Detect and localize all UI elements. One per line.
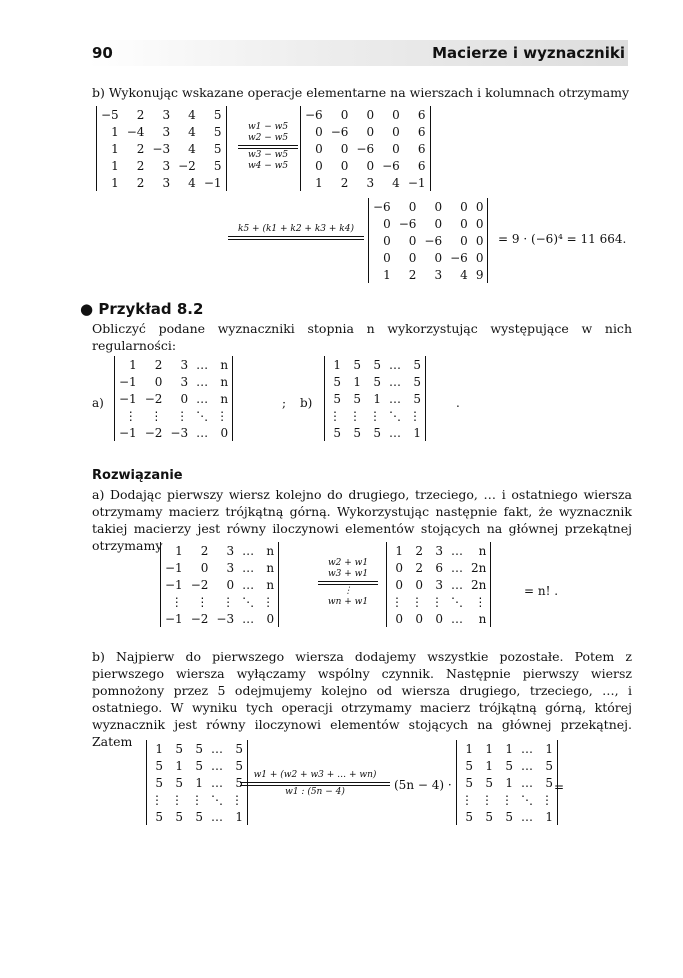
matrix-cell: 0 bbox=[395, 560, 403, 575]
matrix-cell: 0 bbox=[408, 199, 417, 214]
matrix-cell: 5 bbox=[235, 741, 243, 756]
matrix-row bbox=[97, 174, 226, 191]
matrix-cell: 0 bbox=[340, 107, 349, 122]
matrix-cell: 0 bbox=[392, 141, 400, 156]
matrix-cell: n bbox=[266, 577, 275, 592]
matrix-cell: 0 bbox=[392, 124, 400, 139]
matrix-cell: 1 bbox=[111, 124, 119, 139]
matrix-cell: 5 bbox=[465, 775, 473, 790]
matrix-row bbox=[369, 266, 487, 283]
matrix-cell: 3 bbox=[180, 357, 189, 372]
matrix-cell: 5 bbox=[333, 425, 341, 440]
matrix-cell: ⋱ bbox=[242, 594, 255, 609]
matrix-cell: 3 bbox=[180, 374, 189, 389]
matrix-cell: 5 bbox=[195, 809, 203, 824]
matrix-cell: 9 bbox=[475, 267, 484, 282]
matrix-row bbox=[301, 140, 430, 157]
matrix-cell: … bbox=[389, 374, 401, 389]
matrix-cell: 5 bbox=[213, 158, 222, 173]
matrix-cell: … bbox=[196, 391, 209, 406]
matrix-row bbox=[325, 373, 425, 390]
matrix-cell: 6 bbox=[417, 141, 426, 156]
matrix-cell: 0 bbox=[415, 611, 423, 626]
solution-b-text: b) Najpierw do pierwszego wiersza dodajemy wszystkie pozostałe. Potem z pierwszego wiersza wyłączamy wspólny czynnik. Następnie pierwszy wiersz pomnożony przez 5 odejmujemy kolejno od wiersza drugiego, trzeciego, …, i ostatniego. W wyniku tych operacji otrzymamy macierz trójkątną górną, której wyznacznik jest równy iloczynowi elementów stojących na głównej przekątnej. Zatem bbox=[92, 649, 632, 749]
matrix-row bbox=[97, 157, 226, 174]
matrix-cell: 5 bbox=[413, 391, 421, 406]
matrix-cell: 5 bbox=[413, 374, 421, 389]
matrix-row bbox=[147, 774, 247, 791]
matrix-cell: 6 bbox=[435, 560, 443, 575]
matrix-cell: 2 bbox=[340, 175, 349, 190]
matrix-cell: … bbox=[521, 741, 533, 756]
matrix-cell: 1 bbox=[315, 175, 323, 190]
operation-columns: k5 + (k1 + k2 + k3 + k4) bbox=[228, 224, 364, 241]
solution-heading: Rozwiązanie bbox=[92, 468, 183, 483]
matrix-cell: 5 bbox=[175, 775, 183, 790]
matrix-cell: 5 bbox=[505, 809, 513, 824]
matrix-cell: 5 bbox=[485, 809, 493, 824]
matrix-cell: … bbox=[196, 374, 209, 389]
matrix-cell: 0 bbox=[408, 250, 417, 265]
matrix-cell: 1 bbox=[465, 741, 473, 756]
matrix-cell: 0 bbox=[395, 611, 403, 626]
matrix-cell: 0 bbox=[315, 124, 323, 139]
matrix-cell: … bbox=[389, 357, 401, 372]
matrix-cell: n bbox=[478, 543, 487, 558]
matrix-cell: 5 bbox=[175, 809, 183, 824]
matrix-cell: 4 bbox=[188, 141, 196, 156]
matrix-cell: −6 bbox=[424, 233, 443, 248]
matrix-cell: 5 bbox=[465, 809, 473, 824]
matrix-cell: 4 bbox=[392, 175, 400, 190]
matrix-cell: ⋮ bbox=[222, 594, 235, 609]
matrix-cell: … bbox=[211, 809, 223, 824]
matrix-cell: ⋮ bbox=[431, 594, 443, 609]
matrix-cell: 1 bbox=[353, 374, 361, 389]
matrix-cell: … bbox=[521, 775, 533, 790]
matrix-cell: 0 bbox=[220, 425, 229, 440]
matrix-cell: 3 bbox=[162, 175, 171, 190]
matrix-cell: 1 bbox=[175, 543, 183, 558]
matrix-row bbox=[147, 808, 247, 825]
matrix-cell: ⋮ bbox=[176, 408, 189, 423]
matrix-cell: 0 bbox=[383, 233, 391, 248]
matrix-cell: 0 bbox=[408, 233, 417, 248]
matrix-cell: ⋮ bbox=[231, 792, 243, 807]
matrix-cell: −6 bbox=[305, 107, 323, 122]
matrix-cell: n bbox=[266, 543, 275, 558]
matrix-cell: 0 bbox=[383, 216, 391, 231]
matrix-cell: 0 bbox=[392, 107, 400, 122]
matrix-row bbox=[387, 576, 490, 593]
matrix-cell: … bbox=[196, 425, 209, 440]
matrix-cell: 0 bbox=[366, 158, 375, 173]
matrix-cell: 3 bbox=[435, 577, 443, 592]
matrix-cell: −2 bbox=[190, 611, 209, 626]
matrix-m3 bbox=[368, 198, 488, 283]
matrix-cell: 5 bbox=[333, 374, 341, 389]
matrix-cell: 1 bbox=[235, 809, 243, 824]
matrix-cell: 5 bbox=[465, 758, 473, 773]
matrix-cell: 4 bbox=[188, 107, 196, 122]
matrix-row bbox=[387, 542, 490, 559]
matrix-cell: 3 bbox=[435, 543, 443, 558]
matrix-cell: ⋮ bbox=[481, 792, 493, 807]
matrix-cell: ⋮ bbox=[151, 792, 163, 807]
matrix-b bbox=[324, 356, 426, 441]
matrix-row bbox=[457, 791, 557, 808]
matrix-cell: 3 bbox=[434, 267, 443, 282]
matrix-cell: … bbox=[196, 357, 209, 372]
matrix-cell: 5 bbox=[333, 391, 341, 406]
matrix-cell: … bbox=[211, 758, 223, 773]
matrix-cell: 0 bbox=[340, 158, 349, 173]
matrix-cell: ⋮ bbox=[196, 594, 209, 609]
matrix-cell: −6 bbox=[382, 158, 400, 173]
matrix-cell: ⋱ bbox=[521, 792, 533, 807]
matrix-cell: 5 bbox=[413, 357, 421, 372]
matrix-cell: 2n bbox=[471, 560, 487, 575]
matrix-cell: ⋮ bbox=[329, 408, 341, 423]
matrix-cell: ⋱ bbox=[211, 792, 223, 807]
matrix-cell: 0 bbox=[434, 216, 443, 231]
matrix-row bbox=[369, 249, 487, 266]
part-b-intro: b) Wykonując wskazane operacje elementarne na wierszach i kolumnach otrzymamy bbox=[92, 85, 630, 100]
result-a: = n! . bbox=[524, 584, 559, 598]
matrix-cell: ⋱ bbox=[196, 408, 209, 423]
matrix-cell: ⋮ bbox=[411, 594, 423, 609]
matrix-cell: 3 bbox=[366, 175, 375, 190]
result-1: = 9 · (−6)⁴ = 11 664. bbox=[498, 232, 627, 246]
label-a: a) bbox=[92, 396, 104, 410]
matrix-cell: 0 bbox=[383, 250, 391, 265]
matrix-cell: ⋱ bbox=[451, 594, 463, 609]
matrix-row bbox=[325, 356, 425, 373]
matrix-cell: 1 bbox=[111, 141, 119, 156]
matrix-cell: 2 bbox=[200, 543, 209, 558]
matrix-row bbox=[161, 559, 278, 576]
matrix-cell: 5 bbox=[213, 141, 222, 156]
matrix-cell: 6 bbox=[417, 124, 426, 139]
matrix-row bbox=[161, 576, 278, 593]
operation-rows-1: w1 − w5 w2 − w5 w3 − w5 w4 − w5 bbox=[238, 122, 298, 172]
matrix-cell: 5 bbox=[353, 391, 361, 406]
matrix-cell: … bbox=[211, 741, 223, 756]
matrix-cell: 1 bbox=[333, 357, 341, 372]
matrix-row bbox=[115, 390, 232, 407]
matrix-cell: n bbox=[266, 560, 275, 575]
matrix-cell: 0 bbox=[395, 577, 403, 592]
matrix-cell: 5 bbox=[373, 374, 381, 389]
matrix-cell: 4 bbox=[188, 124, 196, 139]
matrix-cell: 0 bbox=[460, 233, 468, 248]
matrix-cell: −5 bbox=[101, 107, 119, 122]
label-b: b) bbox=[300, 396, 313, 410]
matrix-cell: … bbox=[389, 391, 401, 406]
matrix-cell: 1 bbox=[545, 809, 553, 824]
matrix-cell: 3 bbox=[226, 560, 235, 575]
matrix-row bbox=[457, 757, 557, 774]
matrix-row bbox=[115, 424, 232, 441]
matrix-cell: 2 bbox=[154, 357, 163, 372]
matrix-row bbox=[97, 106, 226, 123]
matrix-cell: ⋮ bbox=[216, 408, 229, 423]
matrix-row bbox=[161, 610, 278, 627]
matrix-row bbox=[369, 198, 487, 215]
factor: (5n − 4) · bbox=[394, 778, 452, 792]
matrix-cell: 5 bbox=[373, 357, 381, 372]
matrix-cell: 0 bbox=[340, 141, 349, 156]
matrix-cell: ⋮ bbox=[541, 792, 553, 807]
matrix-cell: 0 bbox=[200, 560, 209, 575]
matrix-cell: … bbox=[242, 577, 255, 592]
matrix-cell: −6 bbox=[450, 250, 468, 265]
matrix-cell: 1 bbox=[383, 267, 391, 282]
matrix-row bbox=[325, 407, 425, 424]
matrix-m1 bbox=[96, 106, 227, 191]
matrix-cell: 2 bbox=[136, 141, 145, 156]
matrix-cell: 5 bbox=[485, 775, 493, 790]
matrix-cell: 1 bbox=[175, 758, 183, 773]
matrix-cell: 5 bbox=[195, 758, 203, 773]
matrix-cell: n bbox=[220, 374, 229, 389]
matrix-cell: 0 bbox=[434, 250, 443, 265]
matrix-cell: ⋮ bbox=[409, 408, 421, 423]
matrix-cell: 1 bbox=[485, 758, 493, 773]
matrix-cell: … bbox=[242, 611, 255, 626]
matrix-cell: −6 bbox=[398, 216, 417, 231]
matrix-cell: ⋮ bbox=[171, 792, 183, 807]
matrix-cell: 0 bbox=[415, 577, 423, 592]
matrix-cell: 1 bbox=[545, 741, 553, 756]
matrix-row bbox=[325, 424, 425, 441]
matrix-cell: … bbox=[451, 611, 463, 626]
matrix-m2 bbox=[300, 106, 431, 191]
matrix-cell: … bbox=[521, 809, 533, 824]
matrix-cell: 5 bbox=[195, 741, 203, 756]
matrix-cell: 0 bbox=[315, 158, 323, 173]
matrix-row bbox=[147, 757, 247, 774]
matrix-cell: 4 bbox=[460, 267, 468, 282]
matrix-row bbox=[301, 106, 430, 123]
matrix-row bbox=[161, 593, 278, 610]
matrix-cell: … bbox=[389, 425, 401, 440]
matrix-cell: ⋱ bbox=[389, 408, 401, 423]
matrix-cell: −6 bbox=[356, 141, 375, 156]
matrix-cell: 5 bbox=[545, 775, 553, 790]
matrix-row bbox=[457, 808, 557, 825]
matrix-cell: 0 bbox=[434, 199, 443, 214]
matrix-cell: … bbox=[242, 560, 255, 575]
matrix-cell: … bbox=[451, 577, 463, 592]
matrix-cell: −3 bbox=[216, 611, 235, 626]
matrix-triangular bbox=[386, 542, 491, 627]
matrix-cell: 5 bbox=[235, 758, 243, 773]
matrix-cell: 5 bbox=[505, 758, 513, 773]
matrix-cell: 2 bbox=[415, 543, 423, 558]
matrix-row bbox=[387, 610, 490, 627]
matrix-cell: 5 bbox=[213, 107, 222, 122]
matrix-row bbox=[387, 559, 490, 576]
matrix-cell: 4 bbox=[188, 175, 196, 190]
matrix-row bbox=[369, 232, 487, 249]
matrix-cell: ⋮ bbox=[191, 792, 203, 807]
semicolon: ; bbox=[282, 396, 287, 410]
matrix-b-copy bbox=[146, 740, 248, 825]
matrix-cell: 0 bbox=[475, 250, 484, 265]
matrix-cell: 1 bbox=[395, 543, 403, 558]
matrix-cell: 0 bbox=[460, 216, 468, 231]
matrix-cell: … bbox=[451, 560, 463, 575]
matrix-cell: 2 bbox=[136, 107, 145, 122]
matrix-cell: 1 bbox=[505, 775, 513, 790]
matrix-cell: 5 bbox=[155, 758, 163, 773]
matrix-cell: −4 bbox=[126, 124, 145, 139]
matrix-cell: −2 bbox=[178, 158, 196, 173]
matrix-cell: 2 bbox=[136, 158, 145, 173]
page-number: 90 bbox=[92, 44, 113, 62]
matrix-row bbox=[325, 390, 425, 407]
matrix-cell: ⋮ bbox=[124, 408, 137, 423]
matrix-cell: −2 bbox=[190, 577, 209, 592]
matrix-row bbox=[369, 215, 487, 232]
matrix-cell: −1 bbox=[119, 425, 137, 440]
solution-a-text: a) Dodając pierwszy wiersz kolejno do drugiego, trzeciego, … i ostatniego wiersza otrzymamy macierz trójkątną górną. Wykorzystując następnie fakt, że wyznacznik takiej macierzy jest równy iloczynowi elementów stojących na głównej przekątnej otrzymamy bbox=[92, 487, 632, 553]
operation-rows-a: w2 + w1 w3 + w1 ⋮ wn + w1 bbox=[318, 558, 378, 608]
matrix-cell: 0 bbox=[154, 374, 163, 389]
matrix-cell: 5 bbox=[155, 809, 163, 824]
matrix-cell: 6 bbox=[417, 158, 426, 173]
matrix-cell: −2 bbox=[144, 391, 163, 406]
matrix-cell: 5 bbox=[545, 758, 553, 773]
matrix-cell: 2 bbox=[136, 175, 145, 190]
chapter-title: Macierze i wyznaczniki bbox=[432, 44, 625, 62]
matrix-cell: 5 bbox=[373, 425, 381, 440]
matrix-cell: 5 bbox=[155, 775, 163, 790]
matrix-cell: n bbox=[220, 357, 229, 372]
matrix-cell: 0 bbox=[366, 124, 375, 139]
matrix-a bbox=[114, 356, 233, 441]
matrix-cell: −1 bbox=[165, 611, 183, 626]
equals-sign: = bbox=[554, 780, 565, 794]
matrix-cell: 6 bbox=[417, 107, 426, 122]
matrix-cell: −1 bbox=[165, 577, 183, 592]
matrix-cell: 3 bbox=[162, 107, 171, 122]
operation-rows-b: w1 + (w2 + w3 + … + wn) w1 : (5n − 4) bbox=[240, 770, 390, 798]
matrix-cell: 0 bbox=[366, 107, 375, 122]
matrix-cell: −1 bbox=[119, 391, 137, 406]
matrix-row bbox=[97, 123, 226, 140]
matrix-cell: 5 bbox=[213, 124, 222, 139]
matrix-row bbox=[301, 157, 430, 174]
matrix-cell: −1 bbox=[165, 560, 183, 575]
matrix-cell: 1 bbox=[195, 775, 203, 790]
matrix-cell: ⋮ bbox=[262, 594, 275, 609]
matrix-row bbox=[97, 140, 226, 157]
matrix-cell: 1 bbox=[111, 175, 119, 190]
matrix-cell: −1 bbox=[119, 374, 137, 389]
matrix-cell: 2n bbox=[471, 577, 487, 592]
matrix-cell: −2 bbox=[144, 425, 163, 440]
matrix-row bbox=[147, 740, 247, 757]
matrix-cell: ⋮ bbox=[391, 594, 403, 609]
matrix-cell: −3 bbox=[152, 141, 171, 156]
matrix-cell: −1 bbox=[203, 175, 222, 190]
matrix-cell: 5 bbox=[235, 775, 243, 790]
matrix-cell: 0 bbox=[226, 577, 235, 592]
matrix-cell: 1 bbox=[373, 391, 381, 406]
task-text: Obliczyć podane wyznaczniki stopnia n wykorzystując występujące w nich regularności: bbox=[92, 321, 632, 353]
matrix-cell: ⋮ bbox=[474, 594, 487, 609]
matrix-row bbox=[147, 791, 247, 808]
matrix-row bbox=[115, 407, 232, 424]
matrix-row bbox=[301, 174, 430, 191]
matrix-cell: ⋮ bbox=[461, 792, 473, 807]
matrix-cell: 1 bbox=[413, 425, 421, 440]
matrix-cell: … bbox=[242, 543, 255, 558]
matrix-cell: 0 bbox=[475, 233, 484, 248]
matrix-cell: 3 bbox=[162, 124, 171, 139]
matrix-cell: −6 bbox=[373, 199, 391, 214]
matrix-cell: 0 bbox=[460, 199, 468, 214]
matrix-cell: 5 bbox=[353, 357, 361, 372]
matrix-cell: ⋮ bbox=[501, 792, 513, 807]
matrix-cell: 3 bbox=[162, 158, 171, 173]
matrix-cell: ⋮ bbox=[150, 408, 163, 423]
matrix-row bbox=[301, 123, 430, 140]
matrix-cell: ⋮ bbox=[349, 408, 361, 423]
matrix-cell: 0 bbox=[475, 199, 484, 214]
matrix-cell: 1 bbox=[505, 741, 513, 756]
matrix-cell: n bbox=[220, 391, 229, 406]
matrix-cell: … bbox=[451, 543, 463, 558]
matrix-cell: 3 bbox=[226, 543, 235, 558]
matrix-cell: 5 bbox=[353, 425, 361, 440]
matrix-cell: 2 bbox=[408, 267, 417, 282]
matrix-a-copy bbox=[160, 542, 279, 627]
matrix-cell: ⋮ bbox=[369, 408, 381, 423]
example-heading: ● Przykład 8.2 bbox=[80, 300, 204, 318]
matrix-row bbox=[457, 774, 557, 791]
matrix-cell: 0 bbox=[266, 611, 275, 626]
matrix-cell: 1 bbox=[485, 741, 493, 756]
matrix-row bbox=[457, 740, 557, 757]
matrix-row bbox=[115, 373, 232, 390]
matrix-b-step bbox=[456, 740, 558, 825]
matrix-cell: … bbox=[521, 758, 533, 773]
matrix-row bbox=[387, 593, 490, 610]
matrix-row bbox=[161, 542, 278, 559]
matrix-cell: −6 bbox=[330, 124, 349, 139]
matrix-cell: 5 bbox=[175, 741, 183, 756]
matrix-cell: 0 bbox=[435, 611, 443, 626]
period: . bbox=[456, 396, 460, 410]
matrix-cell: 0 bbox=[180, 391, 189, 406]
matrix-row bbox=[115, 356, 232, 373]
matrix-cell: 1 bbox=[155, 741, 163, 756]
matrix-cell: −1 bbox=[407, 175, 426, 190]
matrix-cell: 0 bbox=[475, 216, 484, 231]
matrix-cell: 0 bbox=[315, 141, 323, 156]
matrix-cell: 1 bbox=[111, 158, 119, 173]
matrix-cell: … bbox=[211, 775, 223, 790]
matrix-cell: 2 bbox=[415, 560, 423, 575]
matrix-cell: ⋮ bbox=[170, 594, 183, 609]
matrix-cell: n bbox=[478, 611, 487, 626]
matrix-cell: 1 bbox=[129, 357, 137, 372]
matrix-cell: −3 bbox=[170, 425, 189, 440]
